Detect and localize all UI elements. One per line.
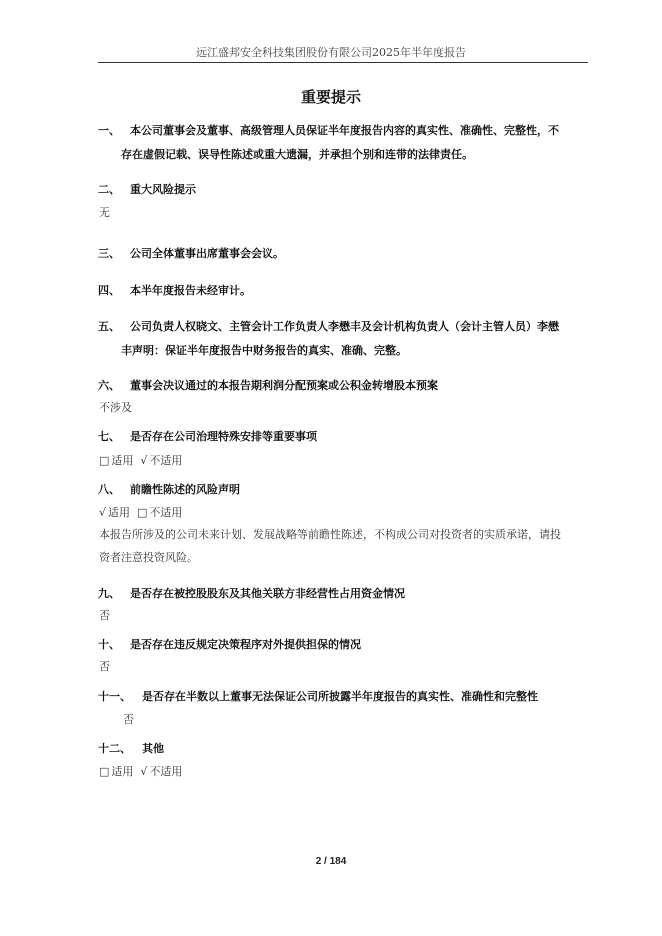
section-7-options [99, 452, 182, 468]
page-number: 2 / 184 [315, 856, 347, 867]
section-number: 六、 [98, 379, 120, 392]
option-not-applicable-label: 不适用 [149, 506, 183, 519]
option-applicable-label: 适用 [111, 454, 134, 467]
section-3 [98, 245, 498, 261]
section-9 [98, 585, 548, 601]
section-11-body: 否 [123, 713, 134, 726]
section-12 [98, 740, 498, 756]
section-10-body: 否 [99, 660, 110, 673]
option-not-applicable-label: 不适用 [149, 454, 183, 467]
section-heading: 是否存在半数以上董事无法保证公司所披露半年度报告的真实性、准确性和完整性 [142, 690, 538, 703]
section-12-options [99, 763, 182, 779]
section-heading: 董事会决议通过的本报告期利润分配预案或公积金转增股本预案 [130, 379, 438, 392]
section-11 [98, 688, 588, 704]
section-5-line-1: 公司负责人权晓文、主管会计工作负责人李懋丰及会计机构负责人（会计主管人员）李懋 [130, 320, 559, 333]
section-8-options [99, 504, 182, 520]
option-applicable-label: 适用 [111, 765, 134, 778]
section-heading: 本半年度报告未经审计。 [130, 284, 251, 297]
option-applicable-label: 适用 [108, 506, 131, 519]
section-2 [98, 181, 498, 197]
section-10 [98, 636, 548, 652]
section-number: 五、 [98, 320, 120, 333]
section-5 [98, 318, 598, 358]
section-6-body: 不涉及 [99, 401, 132, 414]
checkmark-icon: √ [99, 506, 107, 519]
section-8-body-line-2: 资者注意投资风险。 [99, 551, 198, 564]
section-number: 七、 [98, 430, 120, 443]
section-heading: 重大风险提示 [130, 183, 196, 196]
section-8 [98, 481, 498, 497]
section-1 [98, 122, 598, 162]
section-heading: 是否存在公司治理特殊安排等重要事项 [130, 430, 317, 443]
option-not-applicable-label: 不适用 [149, 765, 183, 778]
checkmark-icon: √ [140, 454, 148, 467]
section-8-body-line-1: 本报告所涉及的公司未来计划、发展战略等前瞻性陈述，不构成公司对投资者的实质承诺，请投 [99, 528, 561, 541]
checkbox-empty-icon: □ [99, 454, 110, 467]
section-number: 十、 [98, 638, 120, 651]
section-heading: 前瞻性陈述的风险声明 [130, 483, 240, 496]
section-1-line-2: 存在虚假记载、误导性陈述或重大遗漏，并承担个别和连带的法律责任。 [121, 148, 473, 161]
page-title: 重要提示 [300, 88, 361, 106]
section-heading: 其他 [142, 742, 164, 755]
section-number: 一、 [98, 124, 120, 137]
section-number: 九、 [98, 587, 120, 600]
checkbox-empty-icon: □ [99, 765, 110, 778]
checkmark-icon: √ [140, 765, 148, 778]
section-4 [98, 282, 498, 298]
section-number: 八、 [98, 483, 120, 496]
section-9-body: 否 [99, 609, 110, 622]
section-heading: 是否存在违反规定决策程序对外提供担保的情况 [130, 638, 361, 651]
checkbox-empty-icon: □ [137, 506, 148, 519]
header-divider [98, 62, 588, 63]
section-heading: 是否存在被控股股东及其他关联方非经营性占用资金情况 [130, 587, 405, 600]
section-number: 四、 [98, 284, 120, 297]
section-2-body: 无 [99, 206, 110, 219]
section-number: 三、 [98, 247, 120, 260]
section-number: 二、 [98, 183, 120, 196]
section-7 [98, 428, 498, 444]
section-number: 十一、 [98, 690, 131, 703]
section-5-line-2: 丰声明：保证半年度报告中财务报告的真实、准确、完整。 [121, 344, 407, 357]
running-header: 远江盛邦安全科技集团股份有限公司2025年半年度报告 [196, 46, 466, 59]
section-heading: 公司全体董事出席董事会会议。 [130, 247, 284, 260]
section-1-line-1: 本公司董事会及董事、高级管理人员保证半年度报告内容的真实性、准确性、完整性，不 [130, 124, 559, 137]
section-number: 十二、 [98, 742, 131, 755]
section-6 [98, 377, 598, 393]
